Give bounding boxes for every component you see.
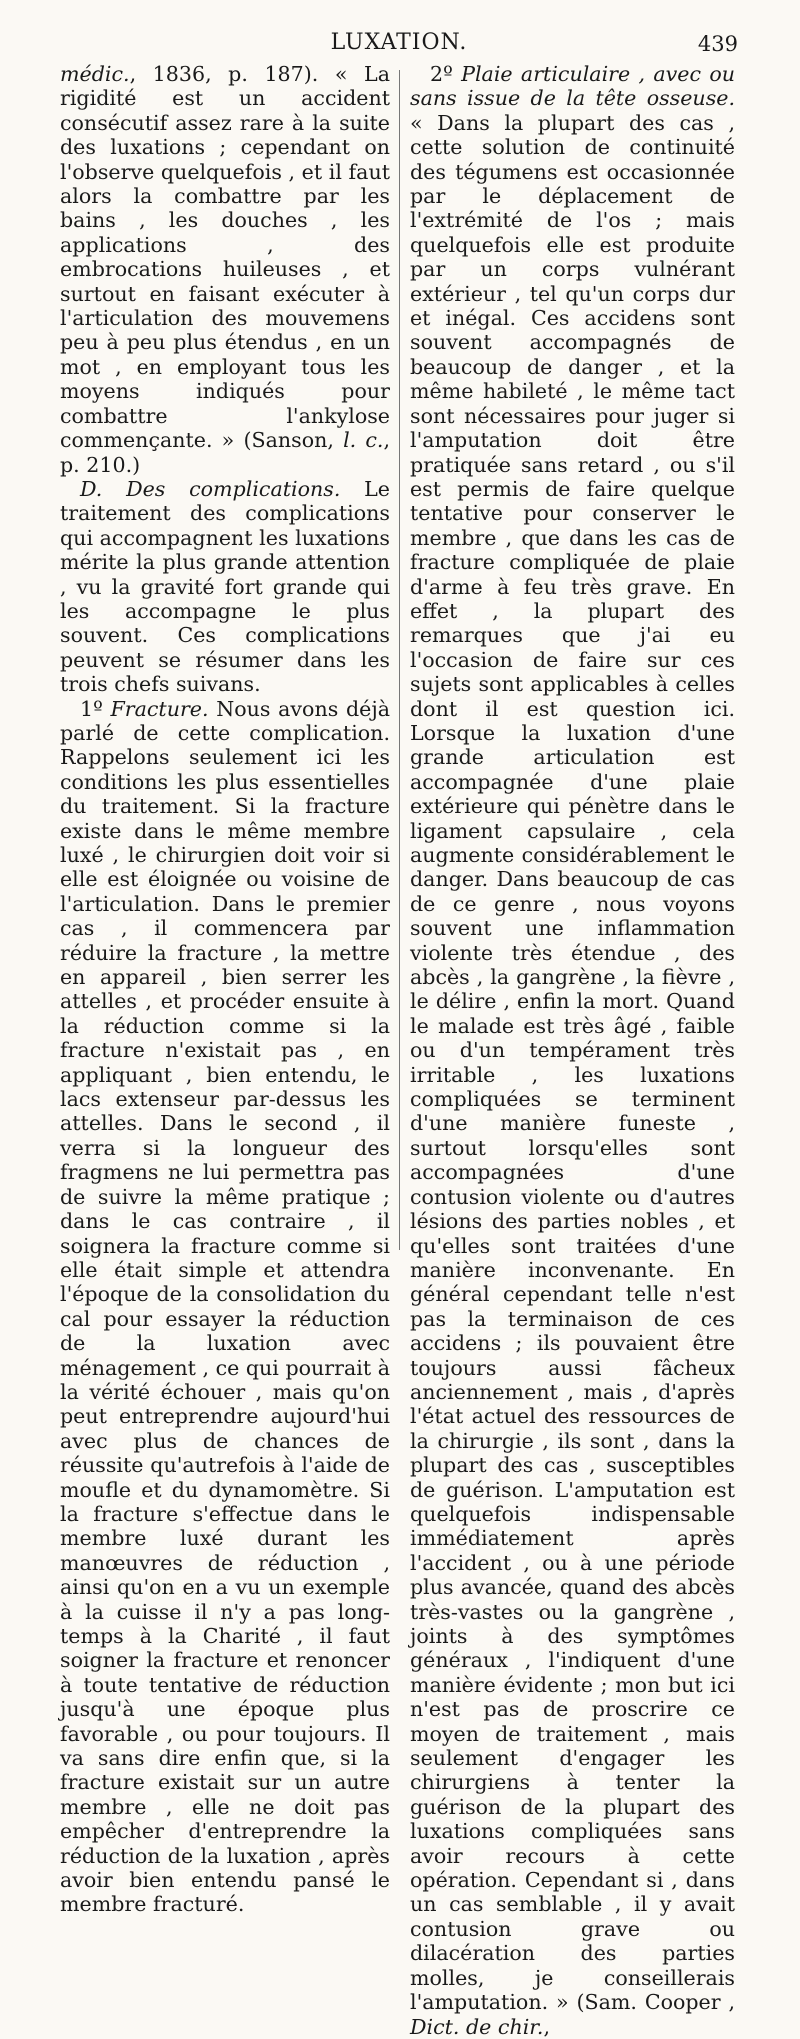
citation-end: , bbox=[543, 2014, 550, 2039]
running-title: LUXATION. bbox=[330, 30, 468, 55]
section-heading: D. Des complications. bbox=[80, 476, 341, 501]
citation-title: Dict. de chir. bbox=[410, 2014, 544, 2039]
page-number: 439 bbox=[697, 32, 738, 56]
column-divider bbox=[399, 70, 400, 1250]
paragraph-text: « Dans la plupart des cas , cette solution de continuité des tégumens est occasionnée par le déplacement de l'extrémité de l'os ; mais quelquefois elle est produite par un corps vulnérant extérieur , tel qu'un corps dur et inégal. Ces accidens sont souvent accompagnés de beaucoup de danger , et la même habileté , le même tact sont nécessaires pour juger si l'amputation doit être pratiquée sans retard , ou s'il est permis de faire quelque tentative pour conserver le membre , que dans les cas de fracture compliquée de plaie d'arme à feu très grave. En effet , la plupart des remarques que j'ai eu l'occasion de faire sur ces sujets sont applicables à celles dont il est question ici. Lorsque la luxation d'une grande articulation est accompagnée d'une plaie extérieure qui pénètre dans le ligament capsulaire , cela augmente considérablement le danger. Dans beaucoup de cas de ce genre , nous voyons souvent une inflammation violente très étendue , des abcès , la gangrène , la fièvre , le délire , enfin la mort. Quand le malade est très âgé , faible ou d'un tempérament très irritable , les luxations compliquées se terminent d'une manière funeste , surtout lorsqu'elles sont accompagnées d'une contusion violente ou d'autres lésions des parties nobles , et qu'elles sont traitées d'une manière inconvenante. En général cependant telle n'est pas la terminaison de ces accidens ; ils pouvaient être toujours aussi fâcheux anciennement , mais , d'après l'état actuel des ressources de la chirurgie , ils sont , dans la plupart des cas , susceptibles de guérison. L'amputation est quelquefois indispensable immédiatement après l'accident , ou à une période plus avancée, quand des abcès très-vastes ou la gangrène , joints à des symptômes généraux , l'indiquent d'une manière évidente ; mon but ici n'est pas de proscrire ce moyen de traitement , mais seulement d'engager les chirurgiens à tenter la guérison de la plupart des luxations compliquées sans avoir recours à cette opération. Cependant si , dans un cas semblable , il y avait contusion grave ou dilacération des parties molles, je conseillerais l'amputation. » (Sam. Cooper , bbox=[410, 110, 735, 2015]
left-column bbox=[60, 62, 390, 1917]
loc-cit: l. c. bbox=[343, 428, 384, 453]
item-number: 2º bbox=[430, 62, 462, 86]
citation-page: , p. 210.) bbox=[60, 428, 390, 477]
item-number: 1º bbox=[80, 696, 111, 721]
paragraph-fracture bbox=[60, 697, 390, 1917]
section-heading: Fracture. bbox=[110, 696, 209, 721]
paragraph-text: Le traitement des complications qui accompagnent les luxations mérite la plus grande attention , vu la gravité fort grande qui les accompagne le plus souvent. Ces complications peuvent se résumer dans les trois chefs suivans. bbox=[60, 476, 390, 697]
paragraph-complications bbox=[60, 477, 390, 697]
section-heading: Plaie articulaire , avec ou sans issue de la tête osseuse. bbox=[410, 62, 735, 111]
reference-abbrev: médic. bbox=[60, 62, 130, 86]
paragraph-text: Nous avons déjà parlé de cette complication. Rappelons seulement ici les conditions les plus essentielles du traitement. Si la fracture existe dans le même membre luxé , le chirurgien doit voir si elle est éloignée ou voisine de l'articulation. Dans le premier cas , il commencera par réduire la fracture , la mettre en appareil , bien serrer les attelles , et procéder ensuite à la réduction comme si la fracture n'existait pas , en appliquant , bien entendu, le lacs extenseur par-dessus les attelles. Dans le second , il verra si la longueur des fragmens ne lui permettra pas de suivre la même pratique ; dans le cas contraire , il soignera la fracture comme si elle était simple et attendra l'époque de la consolidation du cal pour essayer la réduction de la luxation avec ménagement , ce qui pourrait à la vérité échouer , mais qu'on peut entreprendre aujourd'hui avec plus de chances de réussite qu'autrefois à l'aide de moufle et du dynamomètre. Si la fracture s'effectue dans le membre luxé durant les manœuvres de réduction , ainsi qu'on en a vu un exemple à la cuisse il n'y a pas long-temps à la Charité , il faut soigner la fracture et renoncer à toute tentative de réduction jusqu'à une époque plus favorable , ou pour toujours. Il va sans dire enfin que, si la fracture existait sur un autre membre , elle ne doit pas empêcher d'entreprendre la réduction de la luxation , après avoir bien entendu pansé le membre fracturé. bbox=[60, 696, 390, 1917]
right-column bbox=[410, 62, 735, 2039]
paragraph-text: , 1836, p. 187). « La rigidité est un accident consécutif assez rare à la suite des luxations ; cependant on l'observe quelquefois , et il faut alors la combattre par les bains , les douches , les applications , des embrocations huileuses , et surtout en faisant exécuter à l'articulation des mouvemens peu à peu plus étendus , en un mot , en employant tous les moyens indiqués pour combattre l'ankylose commençante. » (Sanson, bbox=[60, 62, 390, 453]
paragraph-rigidity bbox=[60, 62, 390, 477]
page-header bbox=[60, 30, 738, 60]
paragraph-plaie bbox=[410, 62, 735, 2039]
